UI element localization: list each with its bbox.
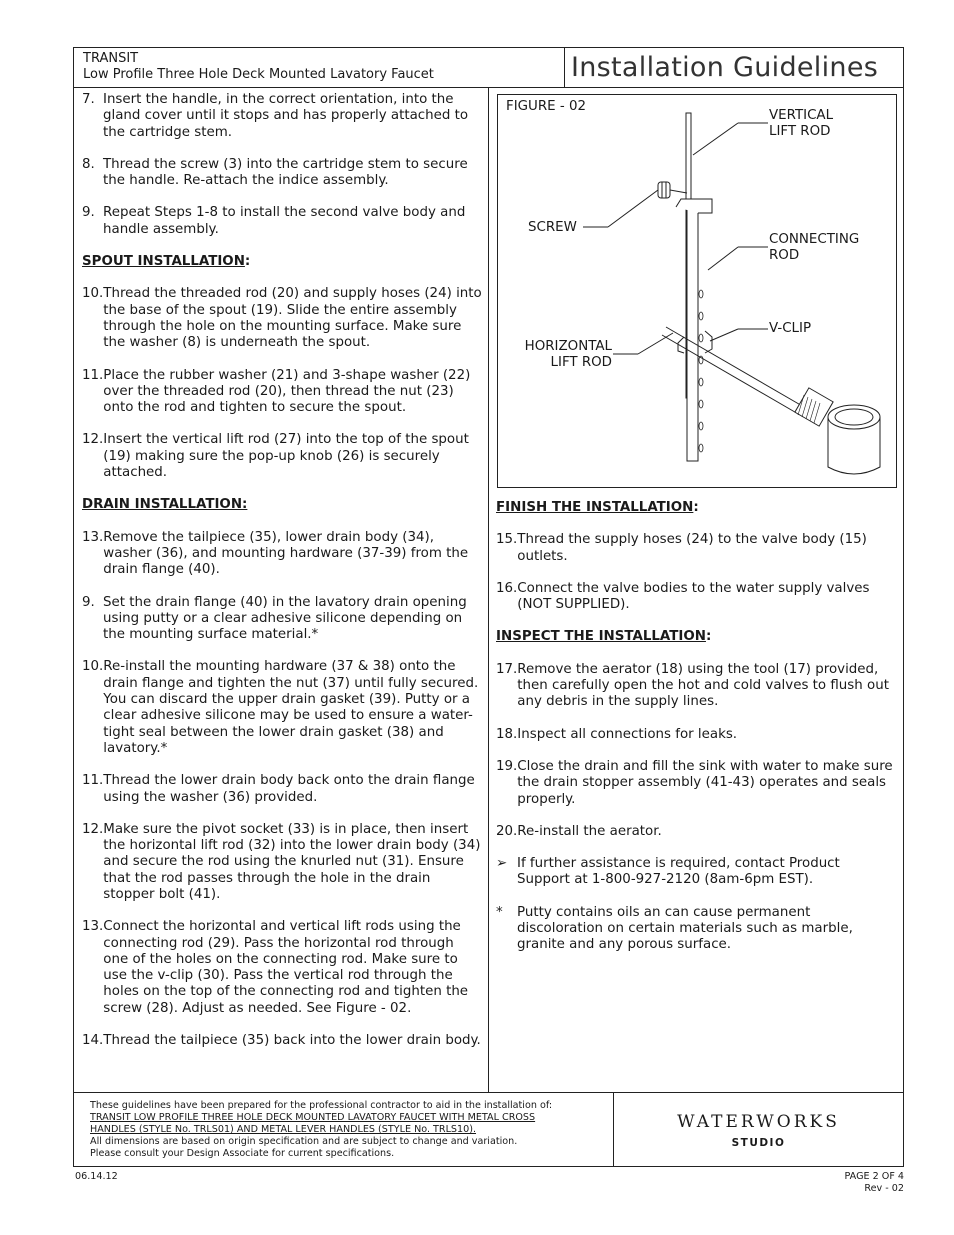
footer-logo [614,1092,903,1166]
step-item [496,727,896,743]
step-text: Remove the aerator (18) using the tool (17) provided, then carefully open the hot and cold valves to flush out any debris in the supply lines. [517,661,889,710]
step-item [82,368,482,417]
connecting-rod-shape [687,203,698,461]
step-number: 9. [82,205,95,221]
step-text: Inspect all connections for leaks. [517,726,738,742]
header-brand-line: TRANSIT [83,51,139,66]
step-text: Repeat Steps 1-8 to install the second valve body and handle assembly. [103,205,466,237]
step-item [82,773,482,806]
step-number: 11. [82,367,104,383]
label-v-clip: V-CLIP [769,321,812,336]
step-number: 11. [82,773,104,789]
label-line: LIFT ROD [769,124,831,139]
step-item [82,822,482,903]
inspect-section-heading: INSPECT THE INSTALLATION: [496,629,712,645]
asterisk-mark: * [496,904,503,920]
step-item [496,824,896,840]
step-item [496,581,896,614]
left-column [82,92,482,1065]
footer-product-line: TRANSIT LOW PROFILE THREE HOLE DECK MOUNTED LAVATORY FAUCET WITH METAL CROSS [90,1112,536,1123]
step-number: 10. [82,286,104,302]
page-info [845,1171,905,1195]
figure-title: FIGURE - 02 [506,99,586,114]
label-line: LIFT ROD [550,355,612,370]
step-text: Thread the screw (3) into the cartridge stem to secure the handle. Re-attach the indice assembly. [103,156,468,189]
header-product-info [74,48,565,88]
finish-heading-text: FINISH THE INSTALLATION [496,500,694,515]
assistance-text: If further assistance is required, contact Product Support at 1-800-927-2120 (8am-6pm EST). [517,856,840,888]
spout-heading-text: SPOUT INSTALLATION [82,254,245,270]
step-number: 7. [82,92,95,107]
header-product-line: Low Profile Three Hole Deck Mounted Lavatory Faucet [83,67,434,82]
step-text: Insert the handle, in the correct orientation, into the gland cover until it stops and has properly attached to the cartridge stem. [103,92,469,140]
step-number: 20. [496,823,518,839]
putty-note-text: Putty contains oils an can cause permanent discoloration on certain materials such as marble, granite and any porous surface. [517,904,853,953]
figure-02 [497,94,897,488]
label-line: CONNECTING [769,232,860,247]
footer-line: All dimensions are based on origin specification and are subject to change and variation. [90,1136,518,1147]
right-column [496,500,896,970]
footer-product-line: HANDLES (STYLE No. TRLS01) AND METAL LEVER HANDLES (STYLE No. TRLS10). [90,1124,477,1135]
spout-section-heading: SPOUT INSTALLATION: [82,254,251,270]
step-item [82,919,482,1017]
step-item [496,662,896,711]
step-text: Thread the supply hoses (24) to the valve body (15) outlets. [517,532,867,564]
page-frame [73,47,904,1167]
step-number: 8. [82,156,95,172]
step-text: Set the drain flange (40) in the lavatory drain opening using putty or a clear adhesive silicone depending on the mounting surface material.* [103,594,467,643]
footer-disclaimer [74,1092,614,1166]
label-screw: SCREW [528,220,577,235]
step-item [82,595,482,644]
step-number: 17. [496,661,518,677]
column-divider [488,88,489,1092]
step-item [82,530,482,579]
step-text: Thread the threaded rod (20) and supply hoses (24) into the base of the spout (19). Slide the entire assembly through the hole on the mounting surface. Make sure the washer (8) is underneath the spout. [103,286,482,351]
step-text: Make sure the pivot socket (33) is in place, then insert the horizontal lift rod (32) into the lower drain body (34) and secure the rod using the knurled nut (31). Ensure that the rod passes through the hole in the drain stopper bolt (41). [103,821,481,902]
step-number: 16. [496,580,518,596]
footer-line: These guidelines have been prepared for the professional contractor to aid in the installation of: [90,1100,553,1111]
label-line: ROD [769,248,800,263]
label-horizontal-lift-rod [516,339,612,371]
screw-shape [658,182,670,198]
step-number: 13. [82,529,104,545]
step-item [82,432,482,481]
finish-section-heading: FINISH THE INSTALLATION: [496,500,699,515]
document-date: 06.14.12 [75,1171,118,1182]
label-connecting-rod [769,232,859,264]
step-item [496,759,896,808]
step-text: Thread the tailpiece (35) back into the lower drain body. [103,1033,481,1049]
step-text: Close the drain and fill the sink with water to make sure the drain stopper assembly (41-43) operates and seals properly. [517,758,893,807]
step-number: 19. [496,758,518,774]
step-text: Place the rubber washer (21) and 3-shape washer (22) over the threaded rod (20), then thread the nut (23) onto the rod and tighten to secure the spout. [103,367,471,416]
step-text: Connect the valve bodies to the water supply valves (NOT SUPPLIED). [517,580,870,613]
drain-section-heading: DRAIN INSTALLATION: [82,497,248,513]
brand-sub-text: STUDIO [731,1137,786,1149]
step-item [82,92,482,141]
lift-rod-assembly-illustration [498,95,896,487]
putty-note [496,905,896,954]
assistance-note [496,856,896,889]
step-item [82,205,482,238]
footer-line: Please consult your Design Associate for current specifications. [90,1148,395,1159]
label-line: VERTICAL [769,108,834,123]
brand-logo-text: WATERWORKS [677,1112,840,1132]
step-number: 18. [496,726,518,742]
step-text: Insert the vertical lift rod (27) into the top of the spout (19) making sure the pop-up knob (26) is securely attached. [103,432,469,481]
label-vertical-lift-rod [769,108,833,140]
step-item [82,659,482,757]
step-item [496,532,896,565]
inspect-heading-text: INSPECT THE INSTALLATION [496,629,706,645]
step-text: Connect the horizontal and vertical lift rods using the connecting rod (29). Pass the horizontal rod through one of the holes on the connecting rod. Make sure to use the v-clip (30). Pass the vertical rod through the holes on the top of the connecting rod and tighten the screw (28). Adjust as needed. See Figure - 02. [103,919,469,1016]
step-item [82,1033,482,1049]
step-number: 10. [82,659,104,675]
step-item [82,157,482,190]
step-number: 12. [82,432,104,448]
label-line: HORIZONTAL [524,339,612,354]
step-text: Re-install the aerator. [517,823,662,839]
arrow-bullet-icon: ➢ [496,856,508,872]
step-number: 13. [82,919,104,935]
step-text: Thread the lower drain body back onto the drain flange using the washer (36) provided. [103,773,475,805]
step-text: Remove the tailpiece (35), lower drain body (34), washer (36), and mounting hardware (37-39) from the drain flange (40). [103,529,469,578]
step-number: 9. [82,594,95,610]
page-title: Installation Guidelines [565,48,903,88]
page-number: PAGE 2 OF 4 [844,1171,904,1182]
step-number: 15. [496,532,518,548]
step-number: 12. [82,821,104,837]
step-item [82,286,482,351]
step-number: 14. [82,1033,104,1049]
step-text: Re-install the mounting hardware (37 & 38) onto the drain flange and tighten the nut (37) until fully secured. You can discard the upper drain gasket (39). Putty or a clear adhesive silicone may be used to ensure a water-tight seal between the lower drain gasket (38) and lavatory.* [103,659,479,756]
revision: Rev - 02 [864,1183,904,1194]
